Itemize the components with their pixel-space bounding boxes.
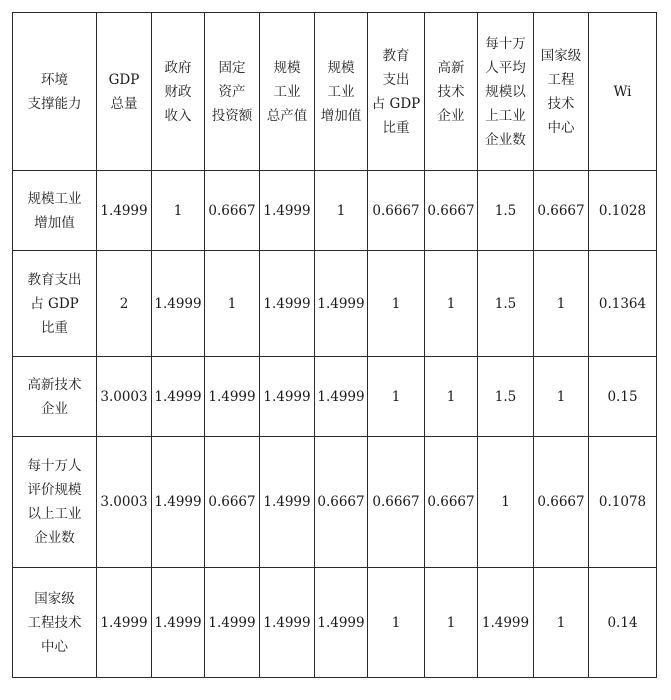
judgment-matrix-table — [12, 12, 657, 678]
table-cell: 1 — [205, 251, 260, 357]
table-cell: 0.6667 — [205, 171, 260, 251]
table-cell: 1.4999 — [152, 568, 205, 678]
table-cell: 1 — [534, 357, 589, 437]
header-cell: 每十万 人平均 规模以 上工业 企业数 — [478, 13, 534, 171]
table-cell: 1 — [425, 251, 478, 357]
table-cell: 1.4999 — [97, 171, 152, 251]
table-cell: 1 — [534, 568, 589, 678]
table-cell: 1.4999 — [315, 251, 368, 357]
weight-cell: 0.14 — [589, 568, 657, 678]
table-cell: 1.5 — [478, 251, 534, 357]
table-cell: 0.6667 — [205, 437, 260, 568]
weight-cell: 0.1364 — [589, 251, 657, 357]
row-label: 教育支出 占 GDP 比重 — [13, 251, 97, 357]
table-cell: 0.6667 — [315, 437, 368, 568]
table-cell: 1 — [425, 357, 478, 437]
table-cell: 1 — [315, 171, 368, 251]
table-cell: 1 — [368, 568, 425, 678]
table-cell: 1 — [368, 357, 425, 437]
header-cell: 高新 技术 企业 — [425, 13, 478, 171]
table-cell: 3.0003 — [97, 357, 152, 437]
table-cell: 1.4999 — [260, 171, 315, 251]
header-cell: Wi — [589, 13, 657, 171]
table-cell: 1 — [425, 568, 478, 678]
header-cell: 国家级 工程 技术 中心 — [534, 13, 589, 171]
table-cell: 1 — [478, 437, 534, 568]
table-cell: 1.5 — [478, 357, 534, 437]
table-cell: 0.6667 — [368, 171, 425, 251]
table-cell: 0.6667 — [368, 437, 425, 568]
table-cell: 0.6667 — [534, 171, 589, 251]
table-cell: 2 — [97, 251, 152, 357]
header-cell: 政府 财政 收入 — [152, 13, 205, 171]
table-row — [13, 357, 657, 437]
row-label: 每十万人 评价规模 以上工业 企业数 — [13, 437, 97, 568]
row-label: 规模工业 增加值 — [13, 171, 97, 251]
table-cell: 1 — [368, 251, 425, 357]
table-cell: 1.4999 — [260, 437, 315, 568]
table-cell: 1.4999 — [205, 357, 260, 437]
table-cell: 1 — [152, 171, 205, 251]
table-cell: 1.4999 — [260, 357, 315, 437]
table-cell: 1.4999 — [478, 568, 534, 678]
header-cell: 规模 工业 总产值 — [260, 13, 315, 171]
weight-cell: 0.1028 — [589, 171, 657, 251]
table-cell: 1.4999 — [260, 568, 315, 678]
table-row — [13, 437, 657, 568]
table-cell: 0.6667 — [425, 437, 478, 568]
header-cell: 环境 支撑能力 — [13, 13, 97, 171]
table-cell: 3.0003 — [97, 437, 152, 568]
table-cell: 0.6667 — [425, 171, 478, 251]
table-row — [13, 251, 657, 357]
weight-cell: 0.15 — [589, 357, 657, 437]
table-row — [13, 171, 657, 251]
table-cell: 1.4999 — [315, 568, 368, 678]
weight-cell: 0.1078 — [589, 437, 657, 568]
header-row — [13, 13, 657, 171]
row-label: 国家级 工程技术 中心 — [13, 568, 97, 678]
header-cell: GDP 总量 — [97, 13, 152, 171]
table-row — [13, 568, 657, 678]
row-label: 高新技术 企业 — [13, 357, 97, 437]
table-cell: 1 — [534, 251, 589, 357]
table-cell: 0.6667 — [534, 437, 589, 568]
table-cell: 1.4999 — [205, 568, 260, 678]
table-cell: 1.4999 — [152, 357, 205, 437]
header-cell: 规模 工业 增加值 — [315, 13, 368, 171]
table-cell: 1.5 — [478, 171, 534, 251]
header-cell: 固定 资产 投资额 — [205, 13, 260, 171]
table-cell: 1.4999 — [315, 357, 368, 437]
table-cell: 1.4999 — [97, 568, 152, 678]
header-cell: 教育 支出 占 GDP 比重 — [368, 13, 425, 171]
table-cell: 1.4999 — [152, 251, 205, 357]
table-cell: 1.4999 — [152, 437, 205, 568]
table-cell: 1.4999 — [260, 251, 315, 357]
